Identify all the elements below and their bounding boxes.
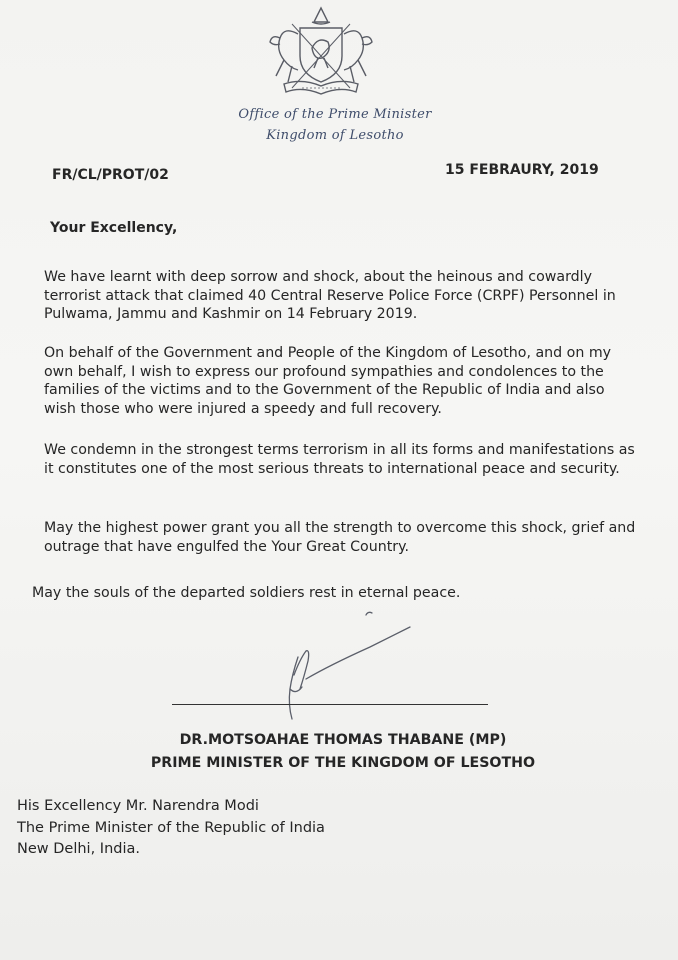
country-line: Kingdom of Lesotho <box>266 128 404 143</box>
reference-number: FR/CL/PROT/02 <box>52 167 169 183</box>
paragraph-condolence-intro: We have learnt with deep sorrow and shock, about the heinous and cowardly terrorist attack that claimed 40 Central Reserve Police Force (CRPF) Personnel in Pulwama, Jammu and Kashmir on 14 February 2019. <box>44 269 616 322</box>
addressee-title: The Prime Minister of the Republic of India <box>17 819 325 836</box>
lesotho-coat-of-arms-icon <box>262 4 380 100</box>
signatory-name: DR.MOTSOAHAE THOMAS THABANE (MP) <box>179 732 507 748</box>
paragraph-eternal-peace: May the souls of the departed soldiers rest in eternal peace. <box>32 585 461 601</box>
paragraph-sympathies: On behalf of the Government and People of the Kingdom of Lesotho, and on my own behalf, I wish to express our profound sympathies and condolences to the families of the victims and to the Government of the Republic of India and also wish those who were injured a speedy and full recovery. <box>44 345 612 417</box>
signature-line <box>172 704 488 705</box>
paragraph-condemnation: We condemn in the strongest terms terrorism in all its forms and manifestations as it constitutes one of the most serious threats to international peace and security. <box>44 442 635 477</box>
addressee-location: New Delhi, India. <box>17 841 140 857</box>
office-heading <box>190 104 480 146</box>
addressee-name: His Excellency Mr. Narendra Modi <box>17 798 259 814</box>
letter-date: 15 FEBRAURY, 2019 <box>445 162 599 178</box>
paragraph-strength: May the highest power grant you all the strength to overcome this shock, grief and outrage that have engulfed the Your Great Country. <box>44 520 636 555</box>
addressee-block <box>17 796 325 861</box>
office-line: Office of the Prime Minister <box>238 107 432 122</box>
handwritten-signature <box>270 605 430 725</box>
salutation: Your Excellency, <box>50 220 178 236</box>
signatory-block <box>108 729 578 775</box>
signatory-title: PRIME MINISTER OF THE KINGDOM OF LESOTHO <box>150 755 536 771</box>
